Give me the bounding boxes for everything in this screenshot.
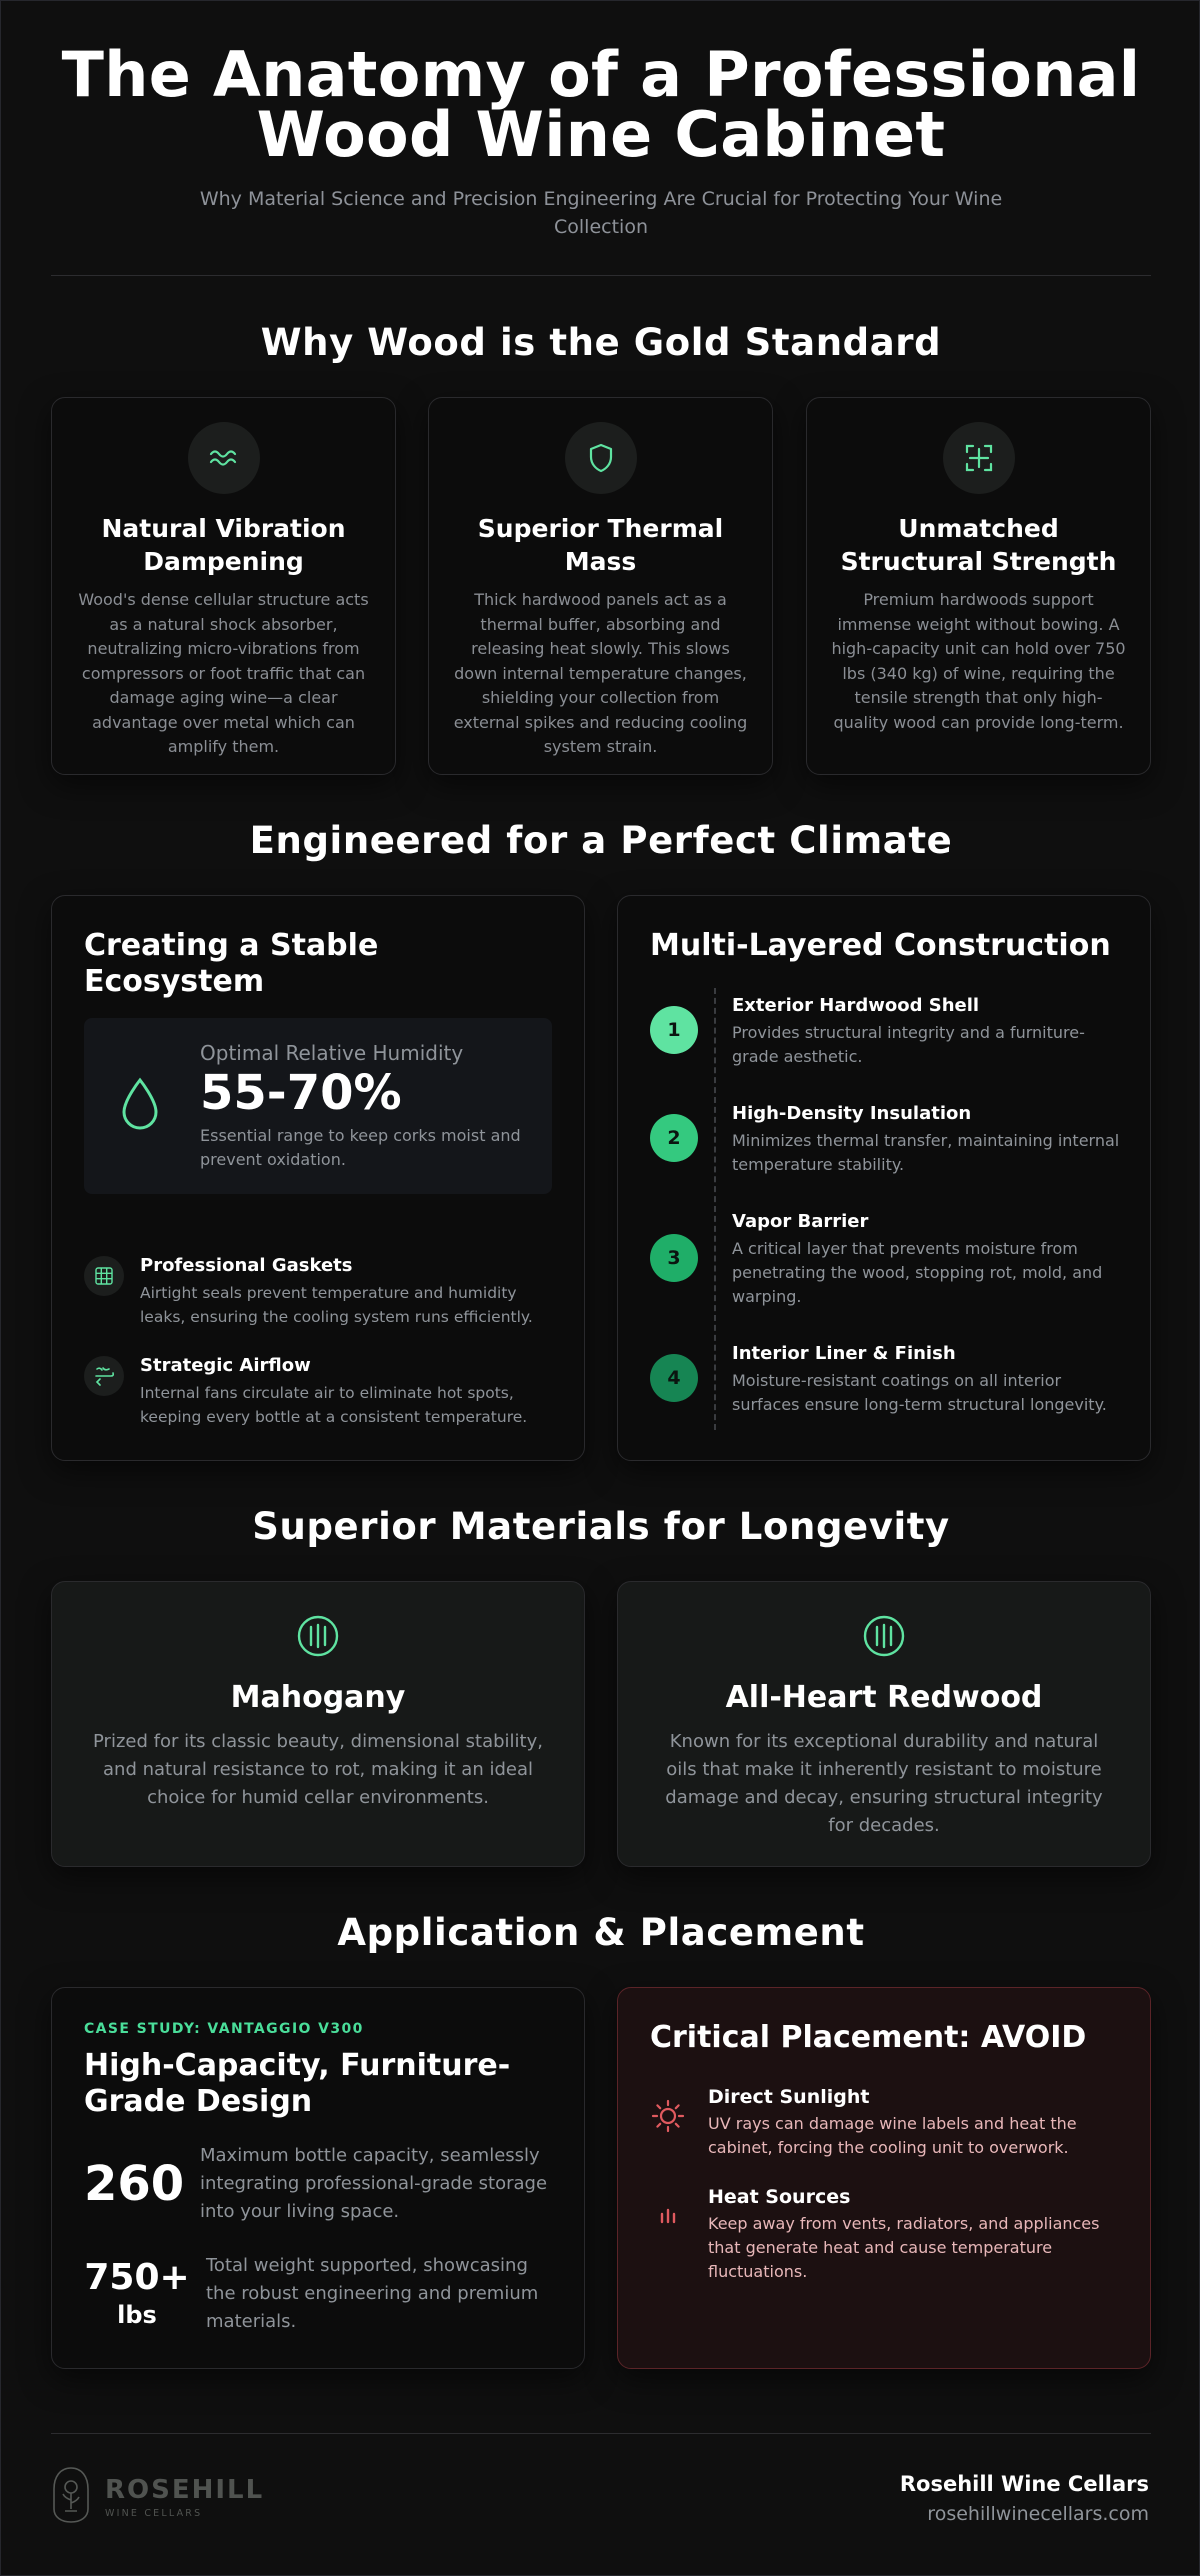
why-card-vibration bbox=[51, 397, 396, 775]
avoid-item-text: Keep away from vents, radiators, and appliances that generate heat and cause temperature fluctuations. bbox=[708, 2214, 1100, 2281]
heat-bars-icon bbox=[650, 2198, 686, 2234]
section-title-materials: Superior Materials for Longevity bbox=[252, 1505, 950, 1548]
ecosystem-card bbox=[51, 895, 585, 1461]
footer-logo bbox=[51, 2465, 264, 2529]
footer-company-name: Rosehill Wine Cellars bbox=[899, 2472, 1149, 2496]
stat-value-group bbox=[84, 2257, 190, 2331]
section-title-climate: Engineered for a Perfect Climate bbox=[249, 819, 953, 862]
wood-grain-icon bbox=[92, 1614, 544, 1662]
section-title-application: Application & Placement bbox=[337, 1911, 865, 1954]
airflow-icon bbox=[84, 1356, 124, 1396]
layer-title: High-Density Insulation bbox=[732, 1103, 972, 1124]
stat-unit: lbs bbox=[117, 2301, 157, 2329]
gasket-grid-icon bbox=[84, 1256, 124, 1296]
stat-text: Total weight supported, showcasing the robust engineering and premium materials. bbox=[206, 2255, 539, 2332]
humidity-value: 55-70% bbox=[200, 1065, 402, 1121]
layer-text: Minimizes thermal transfer, maintaining internal temperature stability. bbox=[732, 1131, 1120, 1174]
avoid-item-heat bbox=[650, 2184, 1126, 2284]
avoid-item-title: Heat Sources bbox=[708, 2186, 851, 2208]
stat-capacity bbox=[84, 2142, 560, 2226]
why-card-text: Premium hardwoods support immense weight without bowing. A high-capacity unit can hold over 750 lbs (340 kg) of wine, requiring the tensile strength that only high-quality wood can provide long-term. bbox=[831, 590, 1126, 732]
wood-grain-icon bbox=[658, 1614, 1110, 1662]
material-card-mahogany bbox=[51, 1581, 585, 1867]
feature-text: Airtight seals prevent temperature and humidity leaks, ensuring the cooling system runs efficiently. bbox=[140, 1284, 533, 1326]
layer-item bbox=[650, 994, 1126, 1069]
construction-card bbox=[617, 895, 1151, 1461]
droplet-icon bbox=[118, 1076, 162, 1136]
sun-icon bbox=[650, 2098, 686, 2134]
structure-frame-icon bbox=[943, 422, 1015, 494]
humidity-description: Essential range to keep corks moist and prevent oxidation. bbox=[200, 1126, 521, 1169]
avoid-item-title: Direct Sunlight bbox=[708, 2086, 870, 2108]
feature-title: Professional Gaskets bbox=[140, 1255, 353, 1276]
material-text: Prized for its classic beauty, dimensional stability, and natural resistance to rot, making it an ideal choice for humid cellar environments. bbox=[93, 1731, 543, 1808]
material-title: All-Heart Redwood bbox=[725, 1680, 1043, 1715]
layer-text: Provides structural integrity and a furniture-grade aesthetic. bbox=[732, 1023, 1085, 1066]
case-study-title: High-Capacity, Furniture-Grade Design bbox=[84, 2048, 511, 2119]
layer-title: Exterior Hardwood Shell bbox=[732, 995, 980, 1016]
avoid-item-sunlight bbox=[650, 2084, 1126, 2160]
case-study-card bbox=[51, 1987, 585, 2369]
layer-title: Vapor Barrier bbox=[732, 1211, 869, 1232]
page-title bbox=[51, 38, 1151, 171]
feature-gaskets bbox=[84, 1254, 560, 1329]
why-card-thermal bbox=[428, 397, 773, 775]
why-card-strength bbox=[806, 397, 1151, 775]
layer-number-badge: 2 bbox=[650, 1114, 698, 1162]
brand-name: ROSEHILL bbox=[105, 2474, 265, 2505]
humidity-panel bbox=[84, 1018, 552, 1194]
layer-number-badge: 3 bbox=[650, 1234, 698, 1282]
stat-value: 260 bbox=[84, 2156, 185, 2212]
layer-number-badge: 4 bbox=[650, 1354, 698, 1402]
section-title-why-wood: Why Wood is the Gold Standard bbox=[260, 321, 942, 364]
footer-contact bbox=[900, 2471, 1149, 2527]
material-text: Known for its exceptional durability and natural oils that make it inherently resistant to moisture damage and decay, ensuring structural integrity for decades. bbox=[665, 1731, 1103, 1836]
why-card-title: Superior Thermal Mass bbox=[477, 514, 724, 576]
avoid-item-text: UV rays can damage wine labels and heat the cabinet, forcing the cooling unit to overwork. bbox=[708, 2114, 1077, 2157]
why-card-title: Unmatched Structural Strength bbox=[840, 514, 1117, 576]
layer-item bbox=[650, 1342, 1126, 1417]
material-title: Mahogany bbox=[230, 1680, 406, 1715]
stat-text: Maximum bottle capacity, seamlessly integrating professional-grade storage into your living space. bbox=[200, 2145, 548, 2222]
humidity-label: Optimal Relative Humidity bbox=[200, 1041, 464, 1065]
why-card-text: Wood's dense cellular structure acts as a natural shock absorber, neutralizing micro-vibrations from compressors or foot traffic that can damage aging wine—a clear advantage over metal which can amplify them. bbox=[78, 590, 369, 756]
layer-text: Moisture-resistant coatings on all interior surfaces ensure long-term structural longevity. bbox=[732, 1371, 1107, 1414]
layer-text: A critical layer that prevents moisture from penetrating the wood, stopping rot, mold, and warping. bbox=[732, 1239, 1103, 1306]
ecosystem-title: Creating a Stable Ecosystem bbox=[84, 928, 379, 999]
why-card-title: Natural Vibration Dampening bbox=[101, 514, 346, 576]
vibration-waves-icon bbox=[188, 422, 260, 494]
case-study-eyebrow: CASE STUDY: VANTAGGIO V300 bbox=[84, 2021, 364, 2037]
construction-title: Multi-Layered Construction bbox=[650, 928, 1111, 963]
footer-website-link[interactable]: rosehillwinecellars.com bbox=[927, 2503, 1149, 2525]
stat-value: 750+ bbox=[84, 2257, 190, 2298]
page-subtitle: Why Material Science and Precision Engineering Are Crucial for Protecting Your Wine Collection bbox=[199, 188, 1003, 238]
header-divider bbox=[51, 275, 1151, 276]
title-line-1: The Anatomy of a Professional bbox=[61, 38, 1141, 111]
title-line-2: Wood Wine Cabinet bbox=[256, 98, 946, 171]
material-card-redwood bbox=[617, 1581, 1151, 1867]
layer-item bbox=[650, 1210, 1126, 1309]
stat-weight bbox=[84, 2252, 560, 2336]
feature-airflow bbox=[84, 1354, 560, 1429]
brand-subtitle: WINE CELLARS bbox=[105, 2507, 203, 2519]
feature-title: Strategic Airflow bbox=[140, 1355, 311, 1376]
footer-divider bbox=[51, 2433, 1151, 2434]
layer-number-badge: 1 bbox=[650, 1006, 698, 1054]
layer-title: Interior Liner & Finish bbox=[732, 1343, 956, 1364]
feature-text: Internal fans circulate air to eliminate hot spots, keeping every bottle at a consistent temperature. bbox=[140, 1384, 528, 1426]
avoid-card bbox=[617, 1987, 1151, 2369]
rose-emblem-icon bbox=[51, 2465, 91, 2529]
avoid-title: Critical Placement: AVOID bbox=[650, 2020, 1087, 2055]
hero-header bbox=[51, 38, 1151, 241]
layer-item bbox=[650, 1102, 1126, 1177]
why-card-text: Thick hardwood panels act as a thermal buffer, absorbing and releasing heat slowly. This slows down internal temperature changes, shielding your collection from external spikes and reducing cooling system strain. bbox=[453, 590, 748, 756]
shield-icon bbox=[565, 422, 637, 494]
